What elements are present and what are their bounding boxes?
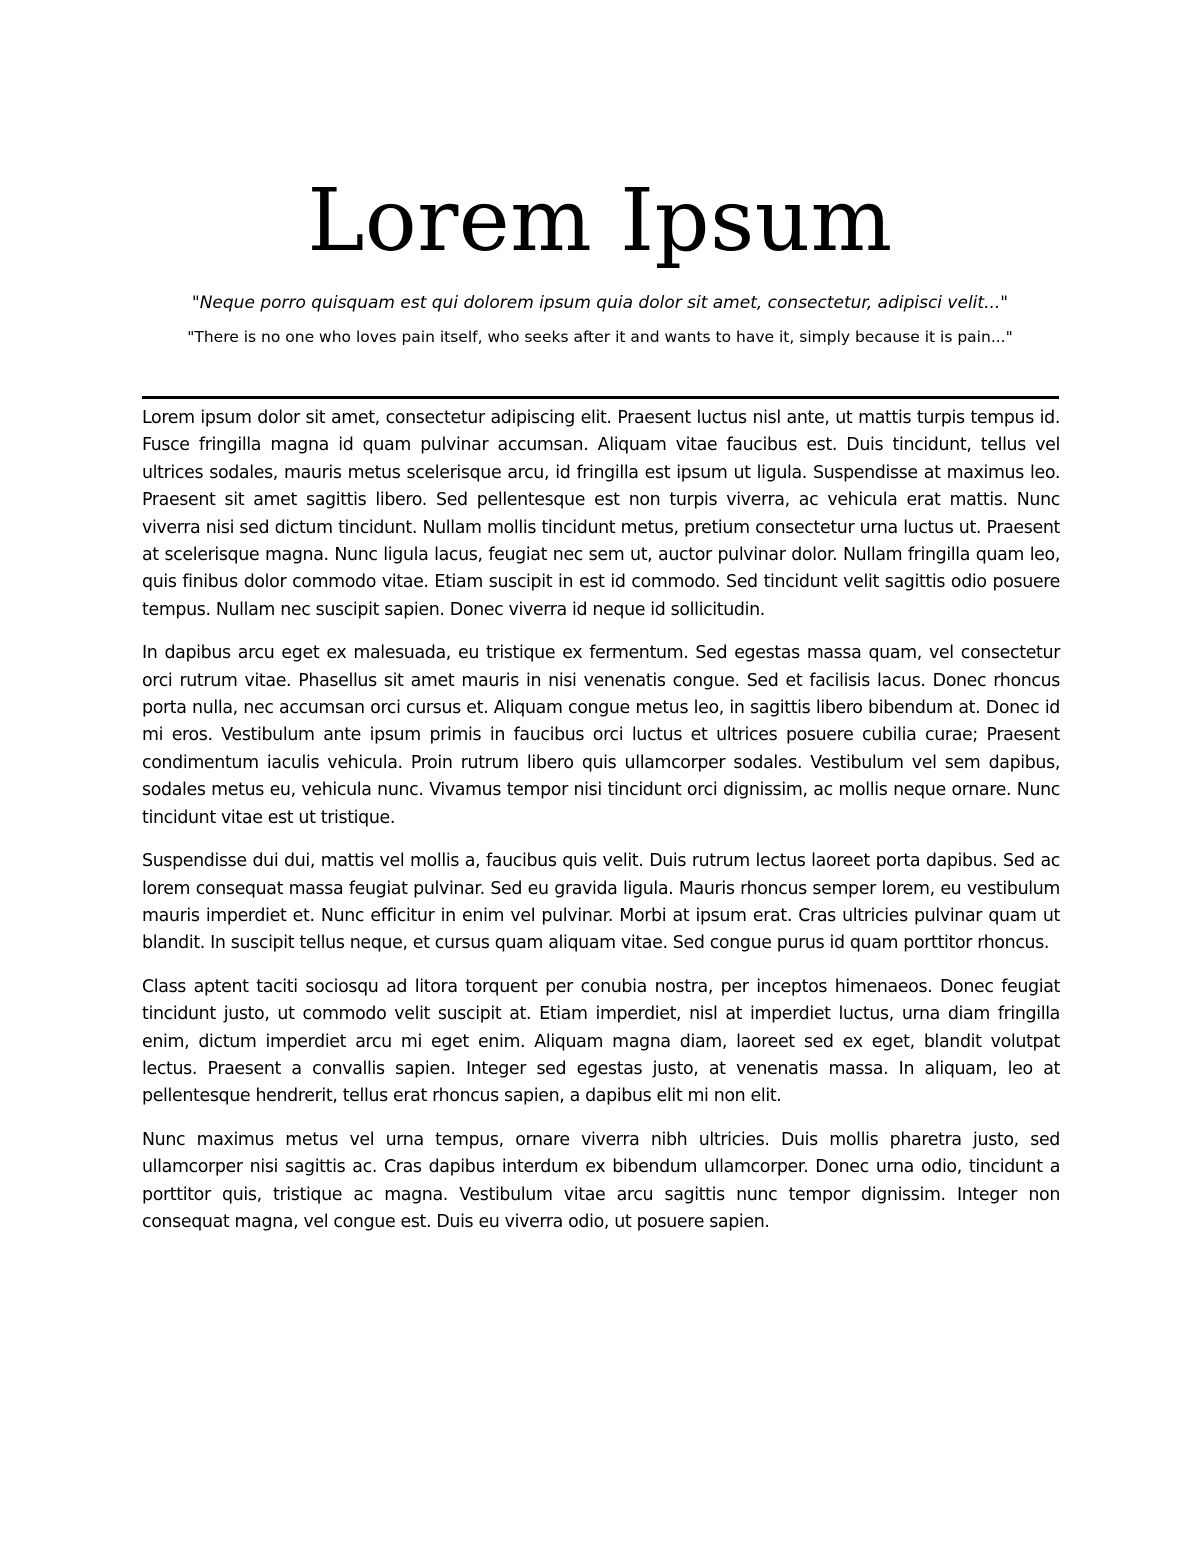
- document-body: [142, 405, 1060, 1252]
- horizontal-divider: [142, 396, 1059, 399]
- document-title: Lorem Ipsum: [307, 171, 893, 271]
- paragraph-3: Suspendisse dui dui, mattis vel mollis a, faucibus quis velit. Duis rutrum lectus laoreet porta dapibus. Sed ac lorem consequat massa feugiat pulvinar. Sed eu gravida ligula. Mauris rhoncus semper lorem, eu vestibulum mauris imperdiet et. Nunc efficitur in enim vel pulvinar. Morbi at ipsum erat. Cras ultricies pulvinar quam ut blandit. In suscipit tellus neque, et cursus quam aliquam vitae. Sed congue purus id quam porttitor rhoncus.: [142, 851, 1060, 954]
- paragraph-2: In dapibus arcu eget ex malesuada, eu tristique ex fermentum. Sed egestas massa quam, vel consectetur orci rutrum vitae. Phasellus sit amet mauris in nisi venenatis congue. Sed et facilisis lacus. Donec rhoncus porta nulla, nec accumsan orci cursus et. Aliquam congue metus leo, in sagittis libero bibendum at. Donec id mi eros. Vestibulum ante ipsum primis in faucibus orci luctus et ultrices posuere cubilia curae; Praesent condimentum iaculis vehicula. Proin rutrum libero quis ullamcorper sodales. Vestibulum vel sem dapibus, sodales metus eu, vehicula nunc. Vivamus tempor nisi tincidunt orci dignissim, ac mollis neque ornare. Nunc tincidunt vitae est ut tristique.: [142, 643, 1060, 828]
- latin-quote: "Neque porro quisquam est qui dolorem ipsum quia dolor sit amet, consectetur, adipisci velit...": [191, 293, 1009, 313]
- paragraph-4: Class aptent taciti sociosqu ad litora torquent per conubia nostra, per inceptos himenaeos. Donec feugiat tincidunt justo, ut commodo velit suscipit at. Etiam imperdiet, nisl at imperdiet luctus, urna diam fringilla enim, dictum imperdiet arcu mi eget enim. Aliquam magna diam, laoreet sed ex eget, blandit volutpat lectus. Praesent a convallis sapien. Integer sed egestas justo, at venenatis massa. In aliquam, leo at pellentesque hendrerit, tellus erat rhoncus sapien, a dapibus elit mi non elit.: [142, 976, 1060, 1107]
- paragraph-5: Nunc maximus metus vel urna tempus, ornare viverra nibh ultricies. Duis mollis pharetra justo, sed ullamcorper nisi sagittis ac. Cras dapibus interdum ex bibendum ullamcorper. Donec urna odio, tincidunt a porttitor quis, tristique ac magna. Vestibulum vitae arcu sagittis nunc tempor dignissim. Integer non consequat magna, vel congue est. Duis eu viverra odio, ut posuere sapien.: [142, 1129, 1060, 1232]
- paragraph-1: Lorem ipsum dolor sit amet, consectetur adipiscing elit. Praesent luctus nisl ante, ut mattis turpis tempus id. Fusce fringilla magna id quam pulvinar accumsan. Aliquam vitae faucibus est. Duis tincidunt, tellus vel ultrices sodales, mauris metus scelerisque arcu, id fringilla est ipsum ut ligula. Suspendisse at maximus leo. Praesent sit amet sagittis libero. Sed pellentesque est non turpis viverra, ac vehicula erat mattis. Nunc viverra nisi sed dictum tincidunt. Nullam mollis tincidunt metus, pretium consectetur urna luctus ut. Praesent at scelerisque magna. Nunc ligula lacus, feugiat nec sem ut, auctor pulvinar dolor. Nullam fringilla quam leo, quis finibus dolor commodo vitae. Etiam suscipit in est id commodo. Sed tincidunt velit sagittis odio posuere tempus. Nullam nec suscipit sapien. Donec viverra id neque id sollicitudin.: [142, 408, 1060, 620]
- english-quote: "There is no one who loves pain itself, who seeks after it and wants to have it, simply because it is pain...": [187, 328, 1013, 346]
